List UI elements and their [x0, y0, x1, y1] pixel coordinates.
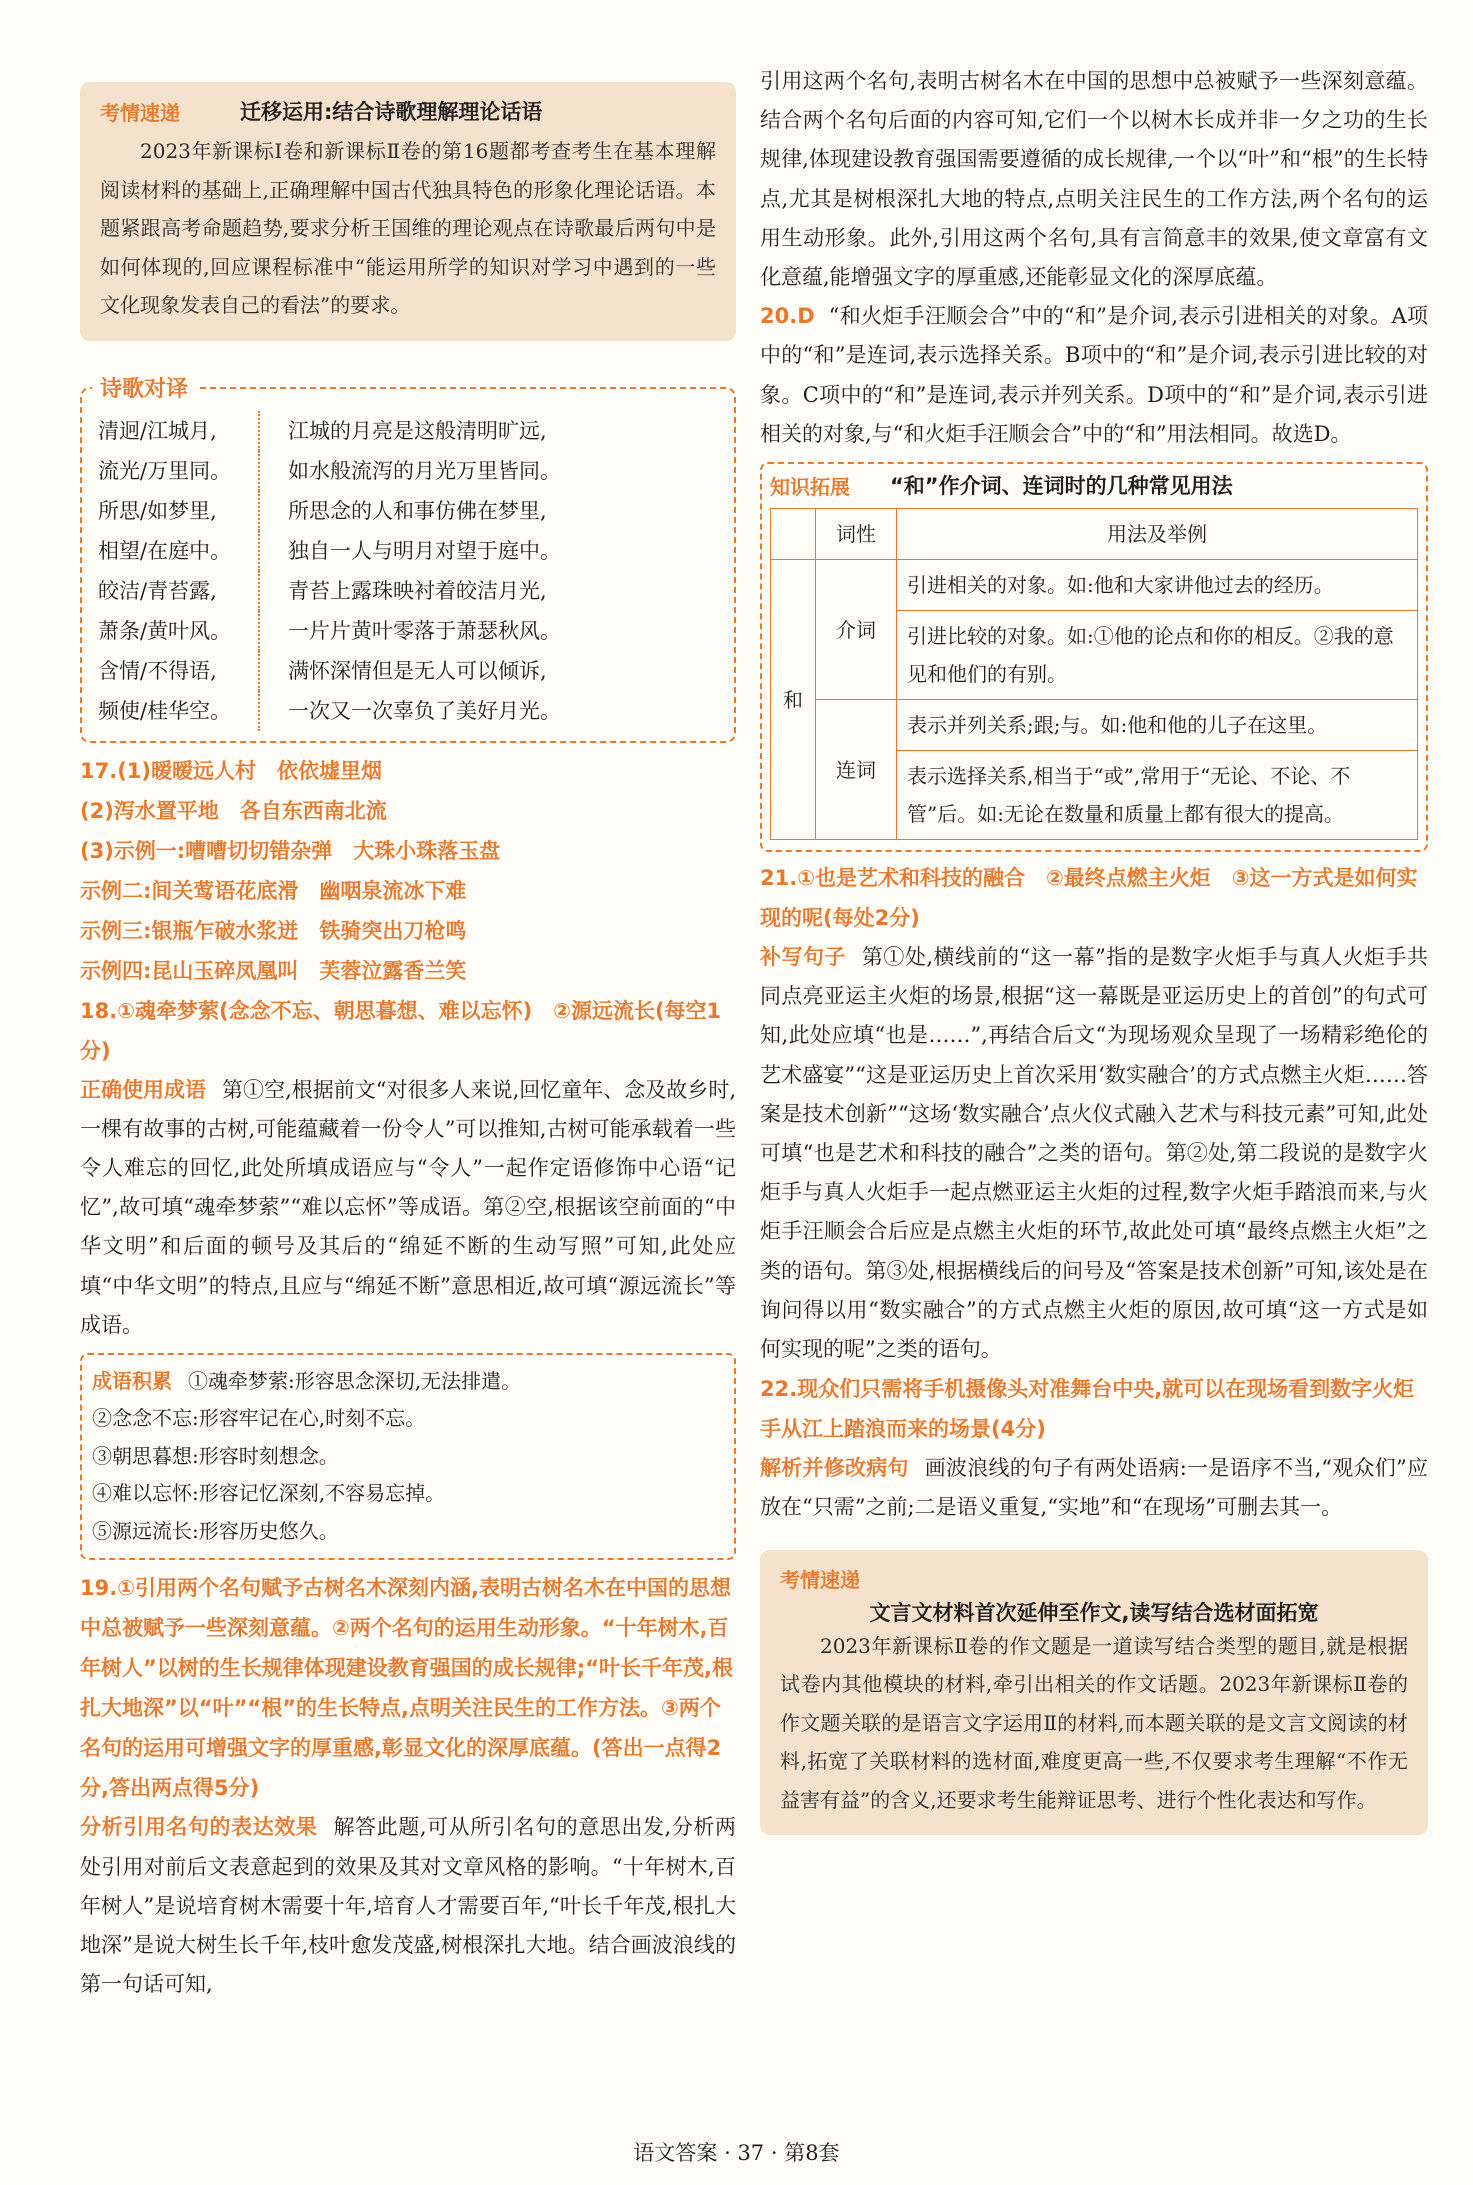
knowledge-extension-title: “和”作介词、连词时的几种常见用法 — [890, 474, 1233, 499]
q17-line: 示例四:昆山玉碎凤凰叫 芙蓉泣露香兰笑 — [80, 958, 467, 983]
poem-translation-box — [80, 376, 736, 743]
exam-trend-title: 迁移运用:结合诗歌理解理论话语 — [240, 100, 543, 124]
knowledge-extension-tag: 知识拓展 — [770, 474, 850, 499]
idiom-line: ③朝思暮想:形容时刻想念。 — [92, 1443, 339, 1468]
idiom-accumulation-tag: 成语积累 — [92, 1368, 172, 1393]
exam-trend-body: 2023年新课标Ⅰ卷和新课标Ⅱ卷的第16题都考查考生在基本理解阅读材料的基础上,正确理解中国古代独具特色的形象化理论话语。本题紧跟高考命题趋势,要求分析王国维的理论观点在诗歌最后两句中是如何体现的,回应课程标准中“能运用所学的知识对学习中遇到的一些文化现象发表自己的看法”的要求。 — [100, 139, 716, 317]
poem-row — [98, 491, 718, 531]
he-usage-table — [770, 508, 1418, 840]
poem-translation-line: 所思念的人和事仿佛在梦里, — [288, 498, 547, 523]
q18-analysis — [80, 1071, 736, 1345]
q22-analysis — [760, 1449, 1428, 1527]
poem-source-line: 相望/在庭中。 — [98, 531, 260, 571]
pos-prep-cell: 介词 — [816, 560, 897, 700]
q21-analysis-text: 第①处,横线前的“这一幕”指的是数字火炬手与真人火炬手共同点亮亚运主火炬的场景,根据“这一幕既是亚运历史上的首创”的句式可知,此处应填“也是……”,再结合后文“为现场观众呈现了一场精彩绝伦的艺术盛宴”“这是亚运历史上首次采用‘数实融合’的方式点燃主火炬……答案是技术创新”“这场‘数实融合’点火仪式融入艺术与科技元素”可知,此处可填“也是艺术和科技的融合”之类的语句。第②处,第二段说的是数字火炬手与真人火炬手一起点燃亚运主火炬的过程,数字火炬手踏浪而来,与火炬手汪顺会合后应是点燃主火炬的环节,故此处可填“最终点燃主火炬”之类的语句。第③处,根据横线后的问号及“答案是技术创新”可知,该处是在询问得以用“数实融合”的方式点燃主火炬的原因,故可填“这一方式是如何实现的呢”之类的语句。 — [760, 945, 1428, 1362]
exam-trend-title: 文言文材料首次延伸至作文,读写结合选材面拓宽 — [869, 1600, 1319, 1625]
q19-label: 分析引用名句的表达效果 — [80, 1815, 318, 1840]
q22-label: 解析并修改病句 — [760, 1456, 909, 1481]
poem-translation-line: 一次又一次辜负了美好月光。 — [288, 698, 561, 723]
poem-translation-line: 江城的月亮是这般清明旷远, — [288, 418, 547, 443]
q21-analysis — [760, 938, 1428, 1369]
poem-row — [98, 451, 718, 491]
q19-analysis-continued: 引用这两个名句,表明古树名木在中国的思想中总被赋予一些深刻意蕴。结合两个名句后面的内容可知,它们一个以树木长成并非一夕之功的生长规律,体现建设教育强国需要遵循的成长规律,一个以“叶”和“根”的生长特点,尤其是树根深扎大地的特点,点明关注民生的工作方法,两个名句的运用生动形象。此外,引用这两个名句,具有言简意丰的效果,使文章富有文化意蕴,能增强文字的厚重感,还能彰显文化的深厚底蕴。 — [760, 69, 1428, 290]
idiom-text: ①魂牵梦萦:形容思念深切,无法排遣。 — [188, 1368, 522, 1393]
poem-translation-line: 独自一人与明月对望于庭中。 — [288, 538, 561, 563]
right-column — [760, 62, 1428, 1835]
q18-answer: 18.①魂牵梦萦(念念不忘、朝思暮想、难以忘怀) ②源远流长(每空1分) — [80, 998, 722, 1063]
poem-translation-line: 满怀深情但是无人可以倾诉, — [288, 658, 547, 683]
exam-trend-box-1 — [80, 82, 736, 341]
q21-label: 补写句子 — [760, 945, 846, 970]
poem-row — [98, 651, 718, 691]
exam-trend-tag: 考情速递 — [780, 1567, 860, 1592]
idiom-line: ②念念不忘:形容牢记在心,时刻不忘。 — [92, 1406, 426, 1431]
header-pos: 词性 — [816, 509, 897, 560]
header-usage: 用法及举例 — [897, 509, 1418, 560]
usage-cell: 引进相关的对象。如:他和大家讲他过去的经历。 — [897, 560, 1418, 611]
table-row — [771, 700, 1418, 751]
poem-source-line: 萧条/黄叶风。 — [98, 611, 260, 651]
q20-text: “和火炬手汪顺会合”中的“和”是介词,表示引进相关的对象。A项中的“和”是连词,表示选择关系。B项中的“和”是介词,表示引进比较的对象。C项中的“和”是连词,表示并列关系。D项中的“和”是介词,表示引进相关的对象,与“和火炬手汪顺会合”中的“和”用法相同。故选D。 — [760, 304, 1428, 446]
idiom-line: ⑤源远流长:形容历史悠久。 — [92, 1518, 339, 1543]
usage-cell: 表示并列关系;跟;与。如:他和他的儿子在这里。 — [897, 700, 1418, 751]
idiom-accumulation-box — [80, 1353, 736, 1561]
q22-analysis-text: 画波浪线的句子有两处语病:一是语序不当,“观众们”应放在“只需”之前;二是语义重复,“实地”和“在现场”可删去其一。 — [760, 1456, 1428, 1520]
q19-analysis — [80, 1808, 736, 2004]
q19-answer: 19.①引用两个名句赋予古树名木深刻内涵,表明古树名木在中国的思想中总被赋予一些深刻意蕴。②两个名句的运用生动形象。“十年树木,百年树人”以树的生长规律体现建设教育强国的成长规律;“叶长千年茂,根扎大地深”以“叶”“根”的生长特点,点明关注民生的工作方法。③两个名句的运用可增强文字的厚重感,彰显文化的深厚底蕴。(答出一点得2分,答出两点得5分) — [80, 1576, 733, 1801]
exam-trend-body: 2023年新课标Ⅱ卷的作文题是一道读写结合类型的题目,就是根据试卷内其他模块的材料,牵引出相关的作文话题。2023年新课标Ⅱ卷的作文题关联的是语言文字运用Ⅱ的材料,而本题关联的是文言文阅读的材料,拓宽了关联材料的选材面,难度更高一些,不仅要求考生理解“不作无益害有益”的含义,还要求考生能辩证思考、进行个性化表达和写作。 — [780, 1633, 1408, 1812]
q21-answer: 21.①也是艺术和科技的融合 ②最终点燃主火炬 ③这一方式是如何实现的呢(每处2分) — [760, 866, 1418, 931]
poem-row — [98, 531, 718, 571]
usage-cell: 引进比较的对象。如:①他的论点和你的相反。②我的意见和他们的有别。 — [897, 611, 1418, 700]
exam-trend-box-2 — [760, 1550, 1428, 1836]
word-cell: 和 — [771, 560, 816, 840]
poem-row — [98, 411, 718, 451]
page-footer: 语文答案 · 37 · 第8套 — [633, 2141, 840, 2165]
q18-analysis-text: 第①空,根据前文“对很多人来说,回忆童年、念及故乡时,一棵有故事的古树,可能蕴藏着一份令人”可以推知,古树可能承载着一些令人难忘的回忆,此处所填成语应与“令人”一起作定语修饰中心语“记忆”,故可填“魂牵梦萦”“难以忘怀”等成语。第②空,根据该空前面的“中华文明”和后面的顿号及其后的“绵延不断的生动写照”可知,此处应填“中华文明”的特点,且应与“绵延不断”意思相近,故可填“源远流长”等成语。 — [80, 1077, 736, 1337]
usage-cell: 表示选择关系,相当于“或”,常用于“无论、不论、不管”后。如:无论在数量和质量上都有很大的提高。 — [897, 751, 1418, 840]
q20-answer — [760, 297, 1428, 454]
poem-row — [98, 571, 718, 611]
q22-answer: 22.现众们只需将手机摄像头对准舞台中央,就可以在现场看到数字火炬手从江上踏浪而来的场景(4分) — [760, 1377, 1415, 1442]
poem-translation-tag: 诗歌对译 — [92, 372, 196, 403]
poem-source-line: 所思/如梦里, — [98, 491, 260, 531]
poem-source-line: 频使/桂华空。 — [98, 691, 260, 731]
q17-line: (3)示例一:嘈嘈切切错杂弹 大珠小珠落玉盘 — [80, 838, 501, 863]
poem-source-line: 清迥/江城月, — [98, 411, 260, 451]
idiom-line — [92, 1363, 724, 1401]
q18-label: 正确使用成语 — [80, 1077, 207, 1102]
poem-row — [98, 611, 718, 651]
poem-source-line: 含情/不得语, — [98, 651, 260, 691]
q17-line: 示例三:银瓶乍破水浆迸 铁骑突出刀枪鸣 — [80, 918, 467, 943]
q17-line: 示例二:间关莺语花底滑 幽咽泉流冰下难 — [80, 878, 467, 903]
pos-conj-cell: 连词 — [816, 700, 897, 840]
poem-translation-line: 如水般流泻的月光万里皆同。 — [288, 458, 561, 483]
knowledge-extension-box — [760, 462, 1428, 852]
table-row — [771, 560, 1418, 611]
exam-trend-tag: 考情速递 — [100, 100, 180, 125]
q17-line: (2)泻水置平地 各自东西南北流 — [80, 798, 387, 823]
q20-number: 20.D — [760, 304, 815, 329]
left-column — [80, 82, 736, 2004]
q17-answers — [80, 751, 736, 991]
q19-analysis-text: 解答此题,可从所引名句的意思出发,分析两处引用对前后文表意起到的效果及其对文章风格的影响。“十年树木,百年树人”是说培育树木需要十年,培育人才需要百年,“叶长千年茂,根扎大地深”是说大树生长千年,枝叶愈发茂盛,树根深扎大地。结合画波浪线的第一句话可知, — [80, 1815, 736, 1997]
poem-source-line: 流光/万里同。 — [98, 451, 260, 491]
poem-source-line: 皎洁/青苔露, — [98, 571, 260, 611]
poem-row — [98, 691, 718, 731]
table-header-row — [771, 509, 1418, 560]
poem-translation-line: 青苔上露珠映衬着皎洁月光, — [288, 578, 547, 603]
q17-line: 17.(1)暧暧远人村 依依墟里烟 — [80, 758, 383, 783]
idiom-line: ④难以忘怀:形容记忆深刻,不容易忘掉。 — [92, 1481, 446, 1506]
poem-translation-line: 一片片黄叶零落于萧瑟秋风。 — [288, 618, 561, 643]
